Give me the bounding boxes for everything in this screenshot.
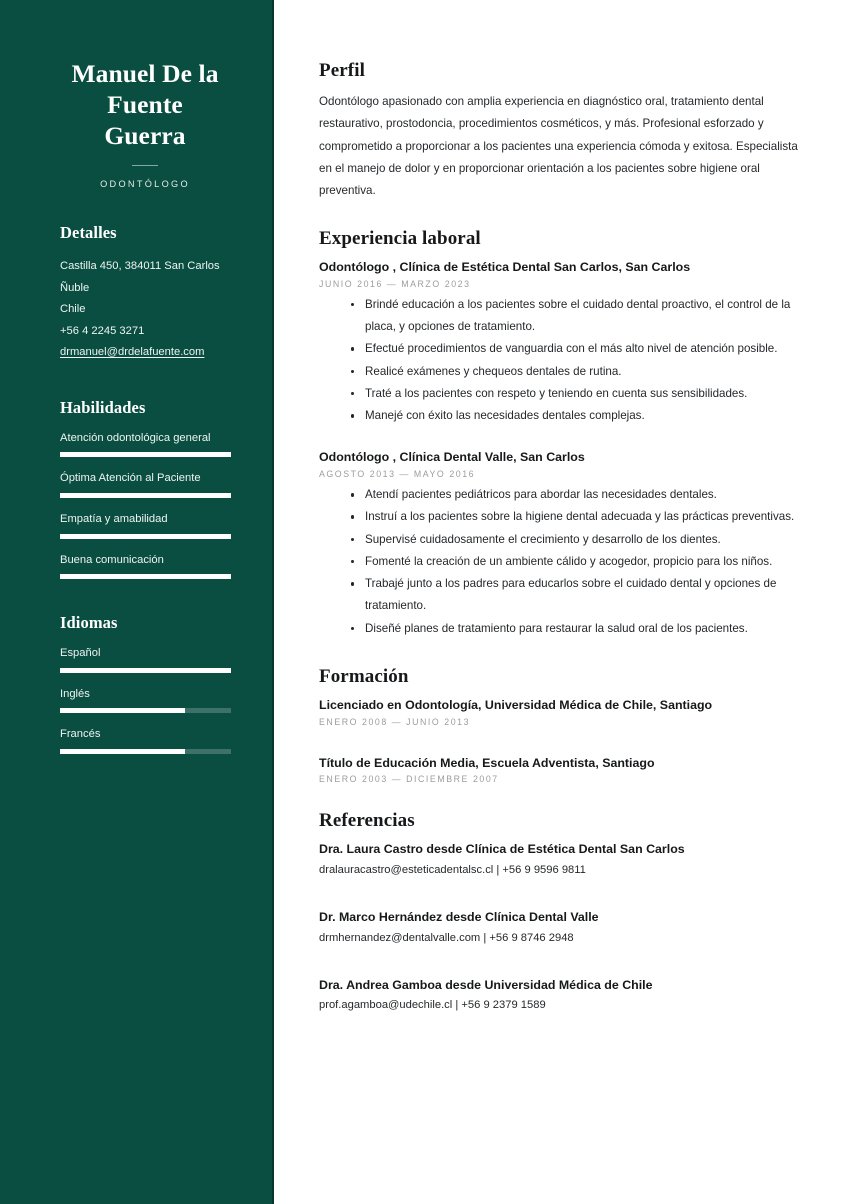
education-entry <box>319 697 808 727</box>
language-label: Inglés <box>60 687 90 700</box>
reference-entry <box>319 977 808 1016</box>
languages-section <box>60 613 230 754</box>
education-heading: Formación <box>319 665 409 687</box>
education-dates: ENERO 2003 — DICIEMBRE 2007 <box>319 774 499 785</box>
skill-meter-fill <box>60 452 231 457</box>
list-item: Brindé educación a los pacientes sobre el cuidado dental proactivo, el control de la placa, y opciones de tratamiento. <box>351 294 808 339</box>
skills-heading: Habilidades <box>60 397 146 417</box>
experience-dates: JUNIO 2016 — MARZO 2023 <box>319 278 471 289</box>
references-section <box>319 810 808 1015</box>
references-heading: Referencias <box>319 810 415 832</box>
education-dates: ENERO 2008 — JUNIO 2013 <box>319 716 471 727</box>
reference-contact: drmhernandez@dentalvalle.com | +56 9 8746 2948 <box>319 931 574 944</box>
language-meter-track <box>60 749 231 754</box>
language-meter-fill <box>60 708 185 713</box>
experience-entry <box>319 259 808 427</box>
languages-heading: Idiomas <box>60 613 118 633</box>
main-content <box>274 0 852 1204</box>
experience-entry <box>319 449 808 639</box>
skill-meter-track <box>60 452 231 457</box>
detail-country: Chile <box>60 303 86 316</box>
detail-address: Castilla 450, 384011 San Carlos <box>60 260 220 273</box>
experience-section <box>319 228 808 640</box>
list-item: Realicé exámenes y chequeos dentales de rutina. <box>351 361 808 383</box>
reference-name: Dra. Andrea Gamboa desde Universidad Médica de Chile <box>319 977 653 992</box>
skill-label: Buena comunicación <box>60 553 164 566</box>
experience-bullets <box>319 484 808 640</box>
skill-meter-fill <box>60 534 231 539</box>
candidate-name: Manuel De la Fuente Guerra <box>71 59 219 151</box>
language-item <box>60 687 230 714</box>
skill-meter-fill <box>60 574 231 579</box>
reference-contact: dralauracastro@esteticadentalsc.cl | +56 9 9596 9811 <box>319 864 586 877</box>
language-meter-track <box>60 708 231 713</box>
language-meter-fill <box>60 668 231 673</box>
details-heading: Detalles <box>60 223 117 243</box>
list-item: Atendí pacientes pediátricos para abordar las necesidades dentales. <box>351 484 808 506</box>
experience-title: Odontólogo , Clínica Dental Valle, San Carlos <box>319 450 585 465</box>
name-divider <box>132 165 158 166</box>
skill-item <box>60 471 230 498</box>
education-title: Licenciado en Odontología, Universidad Médica de Chile, Santiago <box>319 697 713 712</box>
skill-item <box>60 431 230 458</box>
education-entry <box>319 755 808 785</box>
experience-dates: AGOSTO 2013 — MAYO 2016 <box>319 469 476 480</box>
profile-text: Odontólogo apasionado con amplia experiencia en diagnóstico oral, tratamiento dental restaurativo, prostodoncia, procedimientos cosméticos, y más. Profesional esforzado y comprometido a proporcionar a los pacientes una experiencia cómoda y exitosa. Especialista en el manejo de dolor y en proporcionar orientación a los pacientes sobre higiene oral preventiva. <box>319 95 798 197</box>
list-item: Instruí a los pacientes sobre la higiene dental adecuada y las prácticas preventivas. <box>351 506 808 528</box>
detail-email-link[interactable]: drmanuel@drdelafuente.com <box>60 346 205 359</box>
skill-label: Óptima Atención al Paciente <box>60 472 201 485</box>
list-item: Trabajé junto a los padres para educarlos sobre el cuidado dental y opciones de tratamiento. <box>351 573 808 618</box>
skill-label: Atención odontológica general <box>60 431 211 444</box>
detail-region: Ñuble <box>60 281 90 294</box>
job-title: ODONTÓLOGO <box>100 179 190 190</box>
entry-spacer <box>319 963 808 977</box>
skill-item <box>60 512 230 539</box>
language-meter-fill <box>60 749 185 754</box>
skill-label: Empatía y amabilidad <box>60 512 168 525</box>
education-section <box>319 666 808 784</box>
language-item <box>60 727 230 754</box>
language-meter-track <box>60 668 231 673</box>
reference-contact: prof.agamboa@udechile.cl | +56 9 2379 1589 <box>319 999 546 1012</box>
education-title: Título de Educación Media, Escuela Adventista, Santiago <box>319 755 655 770</box>
language-item <box>60 646 230 673</box>
list-item: Fomenté la creación de un ambiente cálido y acogedor, propicio para los niños. <box>351 551 808 573</box>
experience-bullets <box>319 294 808 428</box>
skill-meter-track <box>60 574 231 579</box>
experience-heading: Experiencia laboral <box>319 228 481 250</box>
detail-phone: +56 4 2245 3271 <box>60 324 145 337</box>
profile-section <box>319 60 808 202</box>
reference-name: Dra. Laura Castro desde Clínica de Estética Dental San Carlos <box>319 842 685 857</box>
skill-item <box>60 553 230 580</box>
skill-meter-track <box>60 493 231 498</box>
list-item: Supervisé cuidadosamente el crecimiento y desarrollo de los dientes. <box>351 529 808 551</box>
name-block <box>60 0 230 189</box>
profile-heading: Perfil <box>319 60 365 81</box>
experience-title: Odontólogo , Clínica de Estética Dental San Carlos, San Carlos <box>319 260 691 275</box>
reference-entry <box>319 841 808 880</box>
list-item: Diseñé planes de tratamiento para restaurar la salud oral de los pacientes. <box>351 618 808 640</box>
skill-meter-track <box>60 534 231 539</box>
list-item: Manejé con éxito las necesidades dentales complejas. <box>351 405 808 427</box>
language-label: Español <box>60 647 101 660</box>
sidebar <box>0 0 274 1204</box>
language-label: Francés <box>60 728 101 741</box>
skill-meter-fill <box>60 493 231 498</box>
reference-entry <box>319 909 808 948</box>
details-section <box>60 223 230 364</box>
entry-spacer <box>319 431 808 449</box>
list-item: Traté a los pacientes con respeto y teniendo en cuenta sus sensibilidades. <box>351 383 808 405</box>
reference-name: Dr. Marco Hernández desde Clínica Dental Valle <box>319 910 599 925</box>
list-item: Efectué procedimientos de vanguardia con el más alto nivel de atención posible. <box>351 338 808 360</box>
entry-spacer <box>319 741 808 755</box>
entry-spacer <box>319 895 808 909</box>
skills-section <box>60 398 230 579</box>
